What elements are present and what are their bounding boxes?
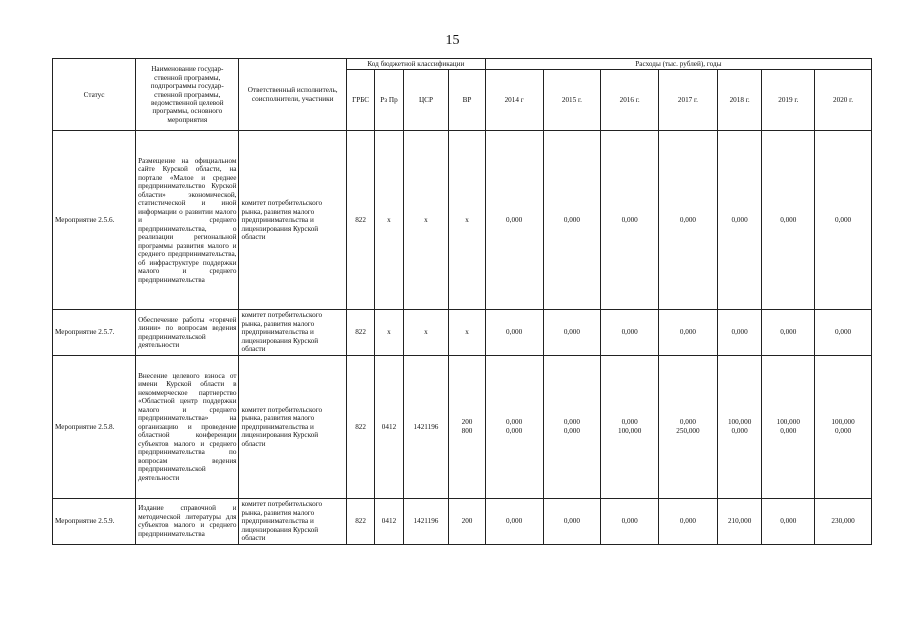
header-status: Статус [53,59,136,131]
header-vr: ВР [449,70,485,131]
header-year: 2020 г. [815,70,872,131]
value-cell: 0,000 [485,498,543,544]
value-cell: 0,000 [762,310,815,355]
header-year: 2018 г. [717,70,762,131]
value-cell [601,355,659,498]
value-cell: 0,000 [762,498,815,544]
value-line: 0,000 [780,426,797,435]
vr-cell [449,355,485,498]
value-cell: 0,000 [601,498,659,544]
value-cell: 0,000 [659,310,718,355]
vr-value: 800 [461,426,473,435]
value-cell: 210,000 [717,498,762,544]
name-cell: Издание справочной и методической литературы для субъектов малого и среднего предпринимательства [136,498,239,544]
responsible-cell: комитет потребительского рынка, развития малого предпринимательства и лицензирования Курской области [239,131,346,310]
name-cell: Внесение целевого взноса от имени Курской области в некоммерческое партнерство «Областной центр поддержки малого и среднего предпринимательства» на организацию и проведение областной конференции субъектов малого и среднего предпринимательства по вопросам ведения предпринимательской деятельности [136,355,239,498]
table-row [53,131,872,310]
value-line: 0,000 [621,418,638,427]
table-row [53,498,872,544]
value-cell: 0,000 [717,131,762,310]
header-name: Наименование государ-ственной программы, подпрограммы государ-ственной программы, ведомственной целевой программы, основного мероприятия [136,59,239,131]
header-budget-code: Код бюджетной классификации [346,59,485,70]
grbs-cell: 822 [346,355,374,498]
name-cell: Размещение на официальном сайте Курской области, на портале «Малое и среднее предпринимательство Курской области» экономической, статистической и иной информации о развитии малого и среднего предпринимательства, о реализации региональной программы развития малого и среднего предпринимательства, об инфраструктуре поддержки малого и среднего предпринимательства [136,131,239,310]
value-line: 0,000 [563,426,580,435]
header-year: 2016 г. [601,70,659,131]
header-year: 2017 г. [659,70,718,131]
value-cell: 0,000 [717,310,762,355]
header-year: 2015 г. [543,70,601,131]
csr-cell: х [403,310,449,355]
value-cell: 0,000 [762,131,815,310]
value-cell [543,355,601,498]
header-responsible: Ответственный исполнитель, соисполнители, участники [239,59,346,131]
value-line: 0,000 [731,426,748,435]
value-cell: 230,000 [815,498,872,544]
value-line: 0,000 [506,426,523,435]
responsible-cell: комитет потребительского рынка, развития малого предпринимательства и лицензирования Курской области [239,355,346,498]
header-row-1 [53,59,872,70]
value-line: 100,000 [776,418,800,427]
grbs-cell: 822 [346,498,374,544]
value-cell: 0,000 [543,498,601,544]
value-cell: 0,000 [485,131,543,310]
status-cell: Мероприятие 2.5.8. [53,355,136,498]
status-cell: Мероприятие 2.5.6. [53,131,136,310]
csr-cell: 1421196 [403,355,449,498]
value-line: 100,000 [617,426,642,435]
value-cell: 0,000 [543,310,601,355]
page-number: 15 [445,33,460,48]
vr-cell: 200 [449,498,485,544]
value-cell [717,355,762,498]
table-row [53,310,872,355]
value-cell: 0,000 [485,310,543,355]
value-cell: 0,000 [659,498,718,544]
name-cell: Обеспечение работы «горячей линии» по вопросам ведения предпринимательской деятельности [136,310,239,355]
budget-table [52,58,872,545]
status-cell: Мероприятие 2.5.9. [53,498,136,544]
value-cell: 0,000 [815,310,872,355]
vr-cell: х [449,310,485,355]
value-line: 100,000 [727,418,752,427]
rzpr-cell: х [375,310,403,355]
value-cell: 0,000 [659,131,718,310]
table-row [53,355,872,498]
value-cell [485,355,543,498]
header-expenses: Расходы (тыс. рублей), годы [485,59,871,70]
header-year: 2014 г [485,70,543,131]
value-line: 250,000 [676,426,700,435]
value-line: 0,000 [679,418,697,427]
rzpr-cell: 0412 [375,355,403,498]
rzpr-cell: 0412 [375,498,403,544]
value-cell [762,355,815,498]
grbs-cell: 822 [346,310,374,355]
vr-value: 200 [461,418,473,427]
value-cell [815,355,872,498]
responsible-cell: комитет потребительского рынка, развития малого предпринимательства и лицензирования Курской области [239,498,346,544]
csr-cell: х [403,131,449,310]
responsible-cell: комитет потребительского рынка, развития малого предпринимательства и лицензирования Курской области [239,310,346,355]
value-cell: 0,000 [543,131,601,310]
value-cell: 0,000 [601,131,659,310]
status-cell: Мероприятие 2.5.7. [53,310,136,355]
csr-cell: 1421196 [403,498,449,544]
value-cell: 0,000 [601,310,659,355]
header-grbs: ГРБС [346,70,374,131]
vr-cell: х [449,131,485,310]
value-line: 0,000 [506,418,523,427]
header-year: 2019 г. [762,70,815,131]
header-csr: ЦСР [403,70,449,131]
value-line: 0,000 [563,418,580,427]
grbs-cell: 822 [346,131,374,310]
value-cell: 0,000 [815,131,872,310]
value-line: 100,000 [831,418,855,427]
value-line: 0,000 [834,426,852,435]
value-cell [659,355,718,498]
rzpr-cell: х [375,131,403,310]
header-rzpr: Рз Пр [375,70,403,131]
